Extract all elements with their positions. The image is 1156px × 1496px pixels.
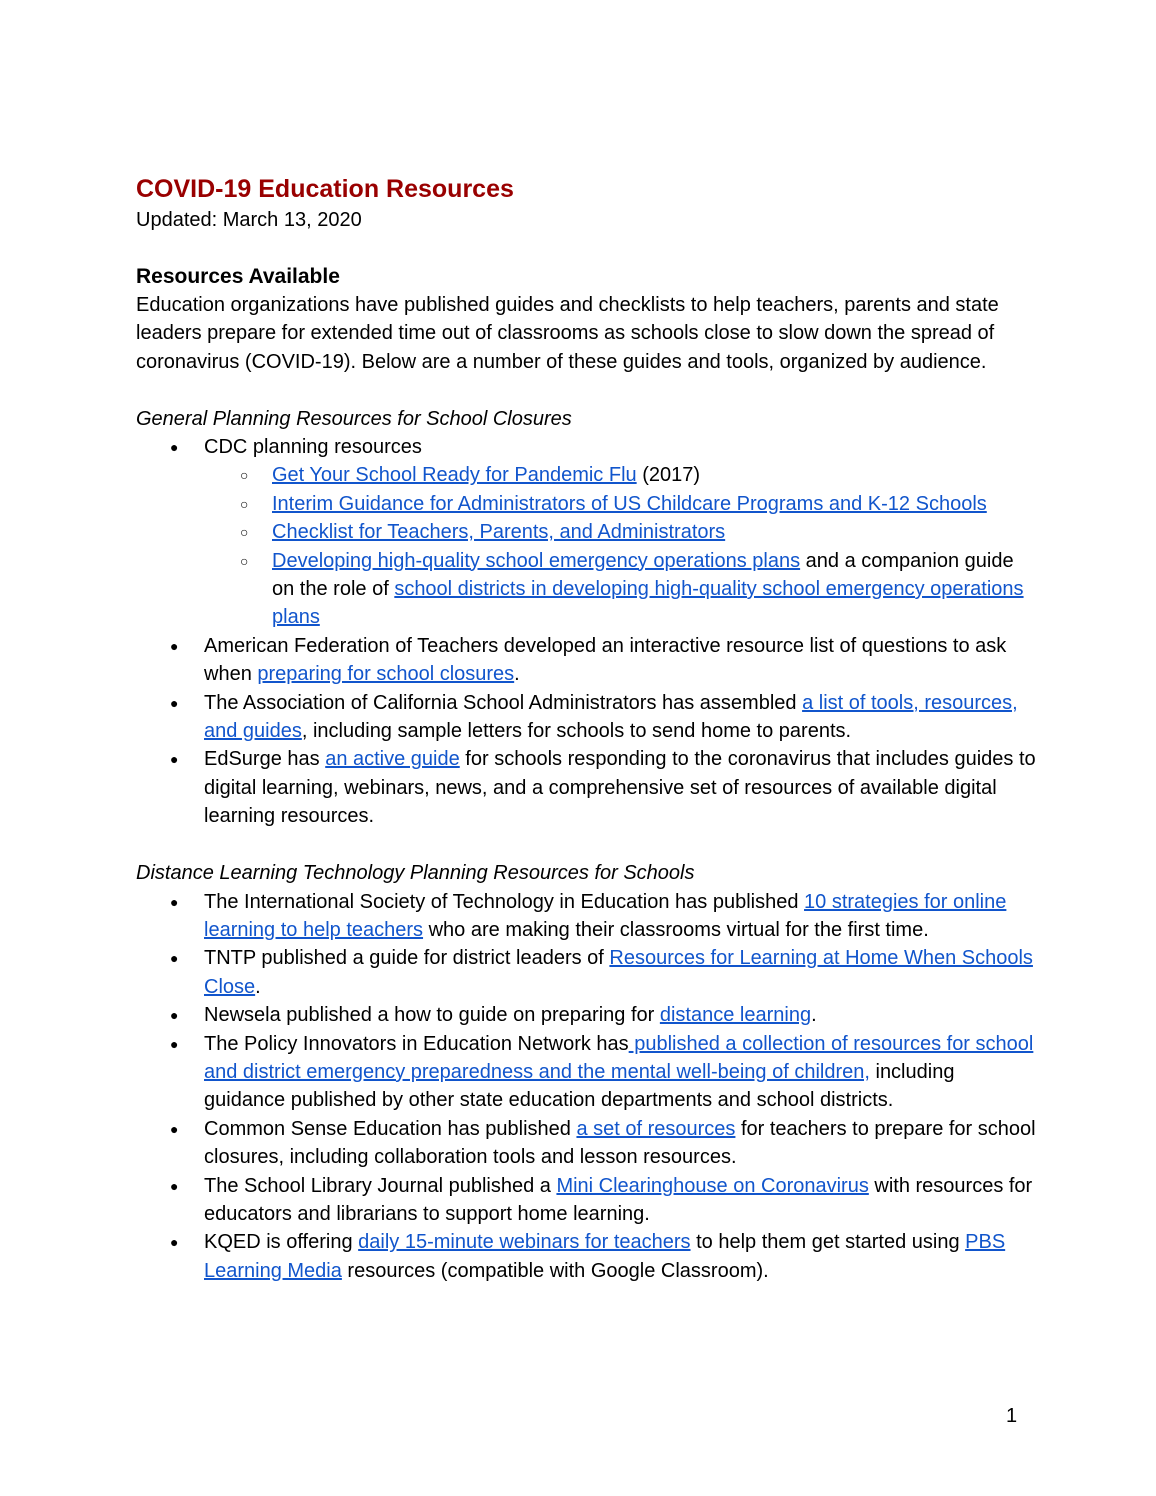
pie-text: The Policy Innovators in Education Network has	[204, 1032, 629, 1055]
list-item-pie	[136, 1030, 1036, 1115]
list-item-kqed	[136, 1228, 1036, 1285]
acsa-text: The Association of California School Administrators has assembled	[204, 691, 803, 714]
kqed-text-end: resources (compatible with Google Classroom).	[341, 1259, 769, 1282]
kqed-text: KQED is offering	[204, 1231, 359, 1254]
edsurge-text: EdSurge has	[204, 748, 326, 771]
tntp-text-end: .	[255, 975, 261, 998]
checklist-link[interactable]: Checklist for Teachers, Parents, and Administrators	[272, 521, 726, 544]
aft-text-end: .	[514, 663, 520, 686]
list-item-acsa	[136, 689, 1036, 746]
page-number: 1	[1006, 1405, 1018, 1427]
list-item-tntp	[136, 944, 1036, 1001]
updated-date: Updated: March 13, 2020	[136, 209, 362, 231]
newsela-text-end: .	[811, 1004, 817, 1027]
cdc-label: CDC planning resources	[204, 436, 422, 459]
list-item-aft	[136, 632, 1036, 689]
kqed-text-mid: to help them get started using	[690, 1231, 966, 1254]
general-planning-heading: General Planning Resources for School Closures	[136, 407, 572, 430]
document-title: COVID-19 Education Resources	[136, 175, 514, 203]
cdc-sublist	[204, 461, 1036, 631]
tntp-text: TNTP published a guide for district leaders of	[204, 947, 610, 970]
tools-resources-guides-link[interactable]: a list of tools, resources, and guides	[204, 691, 1018, 743]
online-learning-strategies-link[interactable]: 10 strategies for online learning to help teachers	[204, 890, 1007, 941]
mini-clearinghouse-link[interactable]: Mini Clearinghouse on Coronavirus	[556, 1174, 869, 1197]
sublist-item	[204, 518, 1036, 546]
pandemic-flu-link[interactable]: Get Your School Ready for Pandemic Flu	[272, 464, 637, 487]
resources-intro: Education organizations have published guides and checklists to help teachers, parents and state leaders prepare for extended time out of classrooms as schools close to slow down the spread of coronavirus (COVID-19). Below are a number of these guides and tools, organized by audience.	[136, 294, 999, 373]
pandemic-flu-year: (2017)	[636, 464, 701, 487]
sublist-item	[204, 461, 1036, 489]
learning-at-home-link[interactable]: Resources for Learning at Home When Schools Close	[204, 947, 1033, 998]
acsa-text-end: , including sample letters for schools to send home to parents.	[301, 720, 852, 743]
school-closures-link[interactable]: preparing for school closures	[257, 663, 515, 686]
pie-text-end: including guidance published by other state education departments and school districts.	[204, 1060, 955, 1112]
list-item-cdc	[136, 433, 1036, 632]
interim-guidance-link[interactable]: Interim Guidance for Administrators of US Childcare Programs and K-12 Schools	[272, 492, 987, 515]
slj-text-end: with resources for educators and librarians to support home learning.	[204, 1174, 1033, 1225]
aft-text: American Federation of Teachers developed an interactive resource list of questions to ask when	[204, 634, 1007, 686]
pbs-learning-media-link[interactable]: PBS Learning Media	[204, 1231, 1006, 1282]
slj-text: The School Library Journal published a	[204, 1174, 557, 1197]
list-item-iste	[136, 888, 1036, 945]
emergency-plans-link[interactable]: Developing high-quality school emergency operations plans	[272, 549, 801, 572]
sublist-item	[204, 490, 1036, 518]
list-item-edsurge	[136, 745, 1036, 830]
list-item-commonsense	[136, 1115, 1036, 1172]
general-planning-list	[136, 433, 1036, 831]
distance-learning-list	[136, 888, 1036, 1286]
newsela-text: Newsela published a how to guide on preparing for	[204, 1004, 660, 1027]
sublist-item	[204, 547, 1036, 632]
school-districts-plans-link[interactable]: school districts in developing high-quality school emergency operations plans	[272, 578, 1024, 629]
iste-text-end: who are making their classrooms virtual for the first time.	[423, 918, 929, 941]
commonsense-text: Common Sense Education has published	[204, 1117, 577, 1140]
commonsense-text-end: for teachers to prepare for school closures, including collaboration tools and lesson resources.	[204, 1117, 1036, 1169]
list-item-newsela	[136, 1001, 1036, 1029]
iste-text: The International Society of Technology in Education has published	[204, 890, 805, 913]
emergency-preparedness-link[interactable]: published a collection of resources for school and district emergency preparedness and the mental well-being of children,	[204, 1032, 1034, 1083]
active-guide-link[interactable]: an active guide	[325, 748, 460, 771]
list-item-slj	[136, 1172, 1036, 1229]
resources-heading: Resources Available	[136, 265, 340, 288]
distance-learning-link[interactable]: distance learning	[659, 1004, 812, 1027]
distance-learning-heading: Distance Learning Technology Planning Resources for Schools	[136, 862, 695, 885]
edsurge-text-end: for schools responding to the coronavirus that includes guides to digital learning, webinars, news, and a comprehensive set of resources of available digital learning resources.	[204, 748, 1036, 828]
daily-webinars-link[interactable]: daily 15-minute webinars for teachers	[358, 1231, 691, 1254]
page-content	[136, 172, 1036, 1285]
set-of-resources-link[interactable]: a set of resources	[576, 1117, 736, 1140]
emergency-plans-text: and a companion guide on the role of	[272, 549, 1014, 601]
